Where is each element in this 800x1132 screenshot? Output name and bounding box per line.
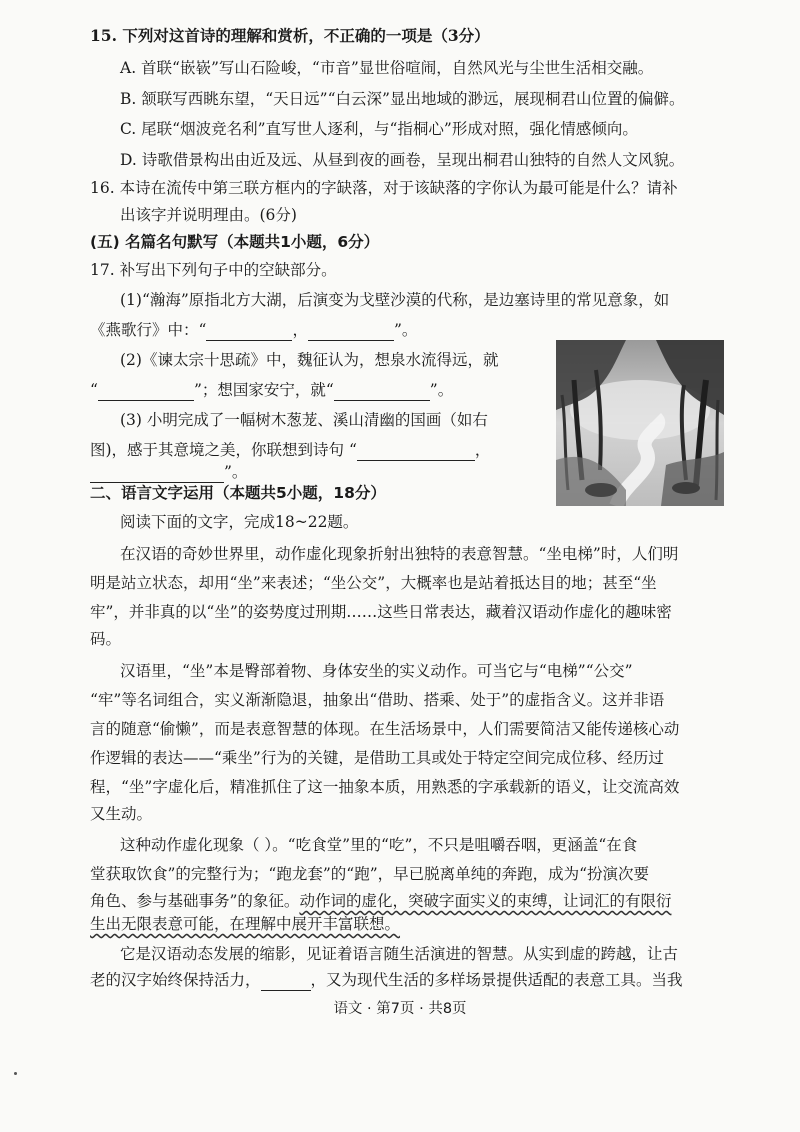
- passage-p4-line2-prefix: 老的汉字始终保持活力，: [90, 971, 261, 989]
- q16-stem-line1: 16. 本诗在流传中第三联方框内的字缺落，对于该缺落的字你认为最可能是什么？请补: [90, 179, 678, 197]
- passage-p4-line2: [90, 969, 683, 991]
- q17-part3-sep: ，: [474, 441, 491, 459]
- q17-part2-line2: [90, 379, 453, 401]
- passage-p2-line4: 作逻辑的表达——“乘坐”行为的关键，是借助工具或处于特定空间完成位移、经历过: [90, 749, 664, 767]
- passage-p3-line3: [90, 890, 671, 912]
- q17-part2-suffix: ”。: [429, 381, 454, 399]
- landscape-painting-image: [556, 340, 724, 506]
- section2-title: 二、语言文字运用（本题共5小题，18分）: [90, 484, 386, 502]
- passage-p4-blank[interactable]: [261, 974, 311, 991]
- passage-p2-line3: 言的随意“偷懒”，而是表意智慧的体现。在生活场景中，人们需要简洁又能传递核心动: [90, 720, 680, 738]
- passage-p3-line3-plain: 角色、参与基础事务”的象征。: [90, 892, 300, 910]
- passage-p1-line3: 牢”，并非真的以“坐”的姿势度过刑期……这些日常表达，藏着汉语动作虚化的趣味密: [90, 603, 672, 621]
- q17-part2-blank-1[interactable]: [98, 384, 194, 401]
- passage-p3-line3-underlined: 动作词的虚化，突破字面实义的束缚，让词汇的有限衍: [299, 892, 672, 910]
- q17-part1-line2: [90, 319, 417, 341]
- q15-option-b: B. 颔联写西眺东望，“天日远”“白云深”显出地域的渺远，展现桐君山位置的偏僻。: [120, 90, 685, 108]
- passage-p3-line4-underlined: 生出无限表意可能，在理解中展开丰富联想。: [90, 915, 401, 933]
- paper-speck: [14, 1072, 17, 1075]
- passage-p1-line4: 码。: [90, 630, 122, 648]
- q17-part2-blank-2[interactable]: [334, 384, 430, 401]
- passage-p3-line4: [90, 913, 400, 935]
- q17-part1-blank-2[interactable]: [308, 324, 394, 341]
- landscape-painting: [556, 340, 724, 506]
- q16-stem-line2: 出该字并说明理由。(6分): [120, 206, 297, 224]
- passage-p3-line1: 这种动作虚化现象（ ）。“吃食堂”里的“吃”，不只是咀嚼吞咽，更涵盖“在食: [120, 836, 638, 854]
- q17-part1-blank-1[interactable]: [206, 324, 292, 341]
- q17-part3-line1: (3) 小明完成了一幅树木葱茏、溪山清幽的国画（如右: [120, 411, 488, 429]
- passage-p2-line5: 程，“坐”字虚化后，精准抓住了这一抽象本质，用熟悉的字承载新的语义，让交流高效: [90, 778, 680, 796]
- q17-part3-blank-1[interactable]: [357, 444, 475, 461]
- q17-part2-mid: ”；想国家安宁，就“: [193, 381, 334, 399]
- page-footer: 语文 · 第7页 · 共8页: [333, 1001, 467, 1017]
- passage-p1-line1: 在汉语的奇妙世界里，动作虚化现象折射出独特的表意智慧。“坐电梯”时，人们明: [120, 545, 679, 563]
- passage-p2-line2: “牢”等名词组合，实义渐渐隐退，抽象出“借助、搭乘、处于”的虚指含义。这并非语: [90, 691, 665, 709]
- q17-part3-line2: [90, 439, 490, 461]
- passage-p3-line2: 堂获取饮食”的完整行为；“跑龙套”的“跑”，早已脱离单纯的奔跑，成为“扮演次要: [90, 865, 650, 883]
- q17-part1-line1: (1)“瀚海”原指北方大湖，后演变为戈壁沙漠的代称，是边塞诗里的常见意象，如: [120, 291, 670, 309]
- q17-part3-suffix: ”。: [224, 463, 248, 481]
- section5-title: (五) 名篇名句默写（本题共1小题，6分）: [90, 233, 380, 251]
- q17-part3-blank-2[interactable]: [90, 466, 224, 483]
- q15-option-d: D. 诗歌借景构出由近及远、从昼到夜的画卷，呈现出桐君山独特的自然人文风貌。: [120, 151, 685, 169]
- q15-option-c: C. 尾联“烟波竞名利”直写世人逐利，与“指桐心”形成对照，强化情感倾向。: [120, 120, 638, 138]
- q17-part2-quote-open: “: [90, 381, 98, 399]
- q15-stem: 15. 下列对这首诗的理解和赏析，不正确的一项是（3分）: [90, 26, 490, 45]
- passage-p2-line6: 又生动。: [90, 805, 153, 823]
- q17-part1-sep: ，: [292, 321, 308, 339]
- q17-part2-line1: (2)《谏太宗十思疏》中，魏征认为，想泉水流得远，就: [120, 351, 499, 369]
- passage-p2-line1: 汉语里，“坐”本是臀部着物、身体安坐的实义动作。可当它与“电梯”“公交”: [120, 662, 633, 680]
- q17-part3-prefix: 图)，感于其意境之美，你联想到诗句 “: [90, 441, 357, 459]
- q17-part3-line3: [90, 461, 247, 483]
- q17-stem: 17. 补写出下列句子中的空缺部分。: [90, 261, 337, 279]
- q17-part1-suffix: ”。: [393, 321, 418, 339]
- passage-p1-line2: 明是站立状态，却用“坐”来表述；“坐公交”，大概率也是站着抵达目的地；甚至“坐: [90, 574, 657, 592]
- q17-part1-prefix: 《燕歌行》中：“: [90, 321, 207, 339]
- section2-intro: 阅读下面的文字，完成18~22题。: [120, 513, 359, 531]
- q15-option-a: A. 首联“嵌嵚”写山石险峻，“市音”显世俗喧闹，自然风光与尘世生活相交融。: [120, 59, 654, 77]
- passage-p4-line2-suffix: ，又为现代生活的多样场景提供适配的表意工具。当我: [310, 971, 683, 989]
- passage-p4-line1: 它是汉语动态发展的缩影，见证着语言随生活演进的智慧。从实到虚的跨越，让古: [120, 945, 679, 963]
